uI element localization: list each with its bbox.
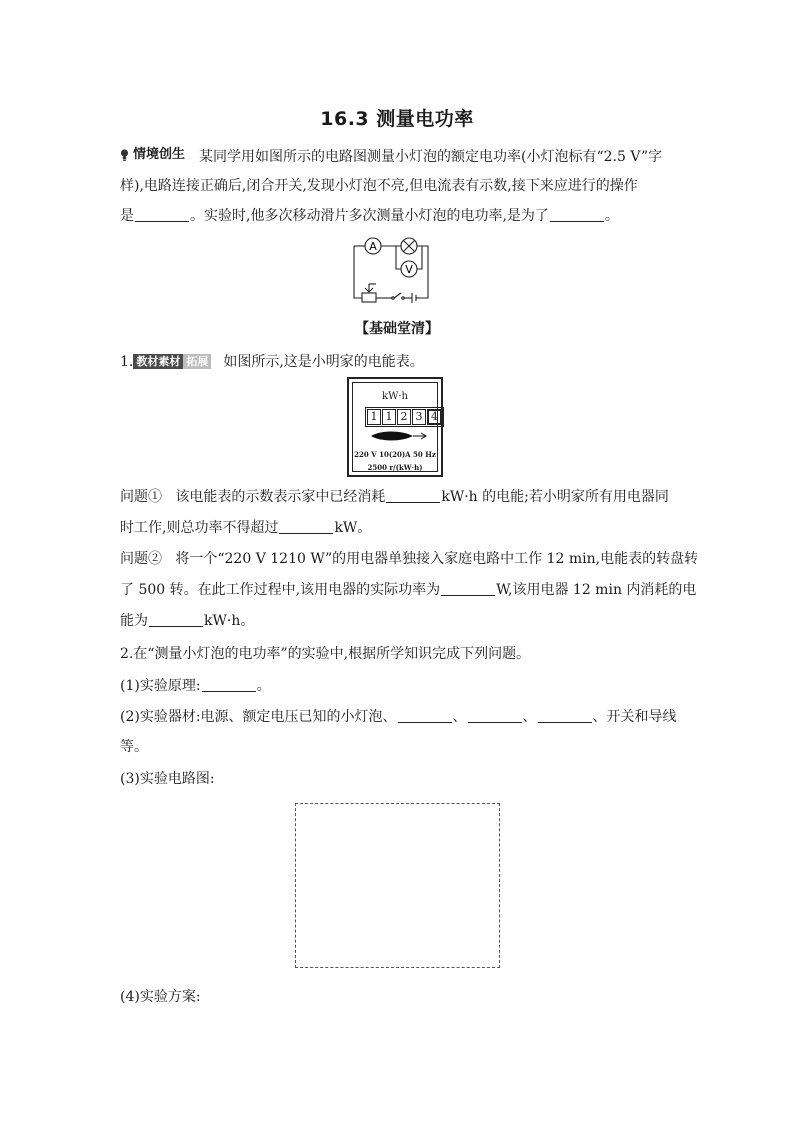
answer-blank[interactable] <box>441 581 495 596</box>
scene-label: 情境创生 <box>133 147 186 162</box>
q2-s2-text: (2)实验器材:电源、额定电压已知的小灯泡、 <box>120 709 397 725</box>
q2-s1 <box>120 676 271 696</box>
meter-spec-1: 220 V 10(20)A 50 Hz <box>354 450 436 459</box>
scene-text-1: 某同学用如图所示的电路图测量小灯泡的额定电功率(小灯泡标有“2.5 V”字 <box>199 149 663 165</box>
answer-blank[interactable] <box>202 677 256 692</box>
lightbulb-icon <box>120 149 129 161</box>
q2-s2-sep: 、 <box>522 709 537 725</box>
p1-text-2b: kW。 <box>334 520 372 536</box>
answer-blank[interactable] <box>398 708 452 723</box>
q2-s2-line2: 等。 <box>120 739 148 755</box>
q2-s2-end: 、开关和导线 <box>592 709 677 725</box>
answer-blank[interactable] <box>135 207 189 222</box>
voltmeter-label: V <box>405 263 413 276</box>
meter-digit: 1 <box>382 409 396 425</box>
meter-digits <box>365 407 444 427</box>
answer-blank[interactable] <box>538 708 592 723</box>
p2-line-3 <box>120 611 254 631</box>
electric-meter <box>347 377 443 477</box>
meter-digit: 1 <box>367 409 381 425</box>
answer-blank[interactable] <box>386 488 440 503</box>
rotating-disc-icon <box>369 429 429 443</box>
p1-label: 问题① <box>120 489 162 505</box>
p2-text-3b: kW·h。 <box>204 613 255 629</box>
answer-blank[interactable] <box>468 708 522 723</box>
meter-unit: kW·h <box>382 391 408 402</box>
q1-text: 如图所示,这是小明家的电能表。 <box>223 354 424 370</box>
meter-digit: 2 <box>397 409 411 425</box>
p2-text-2a: 了 500 转。在此工作过程中,该用电器的实际功率为 <box>120 582 441 598</box>
p1-line-1 <box>120 487 669 507</box>
p2-label: 问题② <box>120 551 162 567</box>
ammeter-label: A <box>369 240 377 253</box>
q2-s4: (4)实验方案: <box>120 989 201 1005</box>
meter-digit: 3 <box>412 409 426 425</box>
circuit-drawing-box[interactable] <box>295 803 500 968</box>
p2-line-1 <box>120 549 698 569</box>
meter-spec-2: 2500 r/(kW·h) <box>367 463 423 472</box>
q1-line <box>120 352 424 372</box>
answer-blank[interactable] <box>149 612 203 627</box>
p2-line-2 <box>120 580 696 600</box>
q2-s3: (3)实验电路图: <box>120 771 215 787</box>
meter-frame <box>352 382 438 472</box>
q2-s2-sep: 、 <box>452 709 467 725</box>
scene-tag <box>120 145 185 165</box>
meter-digit-decimal: 4 <box>427 409 442 425</box>
p1-text-1b: kW·h 的电能;若小明家所有用电器同 <box>441 489 669 505</box>
q2-s2 <box>120 707 677 727</box>
textbook-badge <box>133 354 211 369</box>
q2-s1-end: 。 <box>256 678 271 694</box>
p2-text-2b: W,该用电器 12 min 内消耗的电 <box>496 582 697 598</box>
q1-number: 1. <box>120 354 134 370</box>
scene-line-3 <box>120 206 619 226</box>
circuit-diagram <box>348 236 438 306</box>
p1-text-2a: 时工作,则总功率不得超过 <box>120 520 279 536</box>
q2-intro: 2.在“测量小灯泡的电功率”的实验中,根据所学知识完成下列问题。 <box>120 646 531 662</box>
scene-text-3c: 。 <box>604 208 619 224</box>
badge-left: 教材素材 <box>133 354 183 369</box>
page-title: 16.3 测量电功率 <box>320 108 474 130</box>
p2-text-1: 将一个“220 V 1210 W”的用电器单独接入家庭电路中工作 12 min,电能表的转盘转 <box>175 551 699 567</box>
scene-text-2: 样),电路连接正确后,闭合开关,发现小灯泡不亮,但电流表有示数,接下来应进行的操作 <box>120 178 638 194</box>
section-title: 【基础堂清】 <box>355 321 439 337</box>
badge-right: 拓展 <box>183 354 211 369</box>
p1-line-2 <box>120 518 371 538</box>
answer-blank[interactable] <box>279 519 333 534</box>
scene-line-1 <box>120 145 662 167</box>
scene-text-3b: 。实验时,他多次移动滑片多次测量小灯泡的电功率,是为了 <box>190 208 549 224</box>
p2-text-3a: 能为 <box>120 613 148 629</box>
answer-blank[interactable] <box>550 207 604 222</box>
p1-text-1a: 该电能表的示数表示家中已经消耗 <box>175 489 386 505</box>
scene-text-3a: 是 <box>120 208 134 224</box>
q2-s1-text: (1)实验原理: <box>120 678 201 694</box>
